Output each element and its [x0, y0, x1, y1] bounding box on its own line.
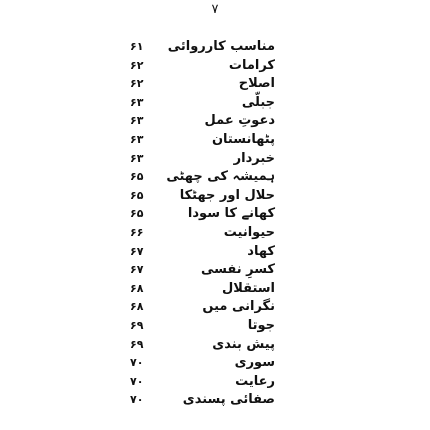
toc-page-number: ۷۰	[130, 393, 144, 407]
toc-entry	[130, 131, 275, 150]
toc-entry	[130, 373, 275, 392]
table-of-contents	[130, 38, 275, 410]
toc-page-number: ۶۳	[130, 114, 144, 128]
toc-title: مناسب کارروائی	[167, 39, 275, 54]
toc-entry	[130, 75, 275, 94]
toc-page-number: ۶۶	[130, 225, 144, 239]
toc-title: جوتا	[247, 317, 275, 333]
toc-entry	[130, 280, 275, 299]
toc-title: جبلّی	[241, 94, 275, 110]
toc-title: کرامات	[228, 57, 275, 73]
toc-entry	[130, 205, 275, 224]
toc-entry	[130, 336, 275, 355]
toc-entry	[130, 391, 275, 410]
toc-page-number: ۶۸	[130, 300, 144, 314]
toc-page-number: ۶۳	[130, 151, 144, 165]
toc-title: حلال اور جھٹکا	[179, 187, 275, 203]
toc-title: ہمیشہ کی چھٹی	[166, 169, 275, 185]
toc-entry	[130, 168, 275, 187]
toc-entry	[130, 57, 275, 76]
toc-page-number: ۶۵	[130, 207, 144, 221]
toc-page-number: ۶۵	[130, 188, 144, 202]
toc-page-number: ۶۷	[130, 244, 144, 258]
toc-entry	[130, 38, 275, 57]
toc-title: کھاد	[247, 243, 275, 259]
toc-entry	[130, 243, 275, 262]
toc-page-number: ۶۳	[130, 132, 144, 146]
toc-page-number: ۶۲	[130, 77, 144, 91]
toc-page-number: ۶۷	[130, 263, 144, 277]
toc-entry	[130, 261, 275, 280]
toc-title: دعوتِ عمل	[204, 113, 275, 129]
toc-page-number: ۶۵	[130, 170, 144, 184]
toc-title: اصلاح	[238, 76, 275, 92]
toc-page-number: ۷۰	[130, 374, 144, 388]
toc-entry	[130, 317, 275, 336]
page-number: ۷	[211, 2, 219, 17]
toc-entry	[130, 150, 275, 169]
toc-entry	[130, 354, 275, 373]
toc-title: صفائی پسندی	[182, 392, 275, 408]
toc-page-number: ۷۰	[130, 356, 144, 370]
toc-title: کسرِ نفسی	[200, 262, 275, 278]
toc-title: خبردار	[233, 150, 275, 166]
toc-title: نگرانی میں	[202, 299, 275, 315]
toc-entry	[130, 112, 275, 131]
toc-title: استقلال	[221, 280, 275, 296]
toc-page-number: ۶۸	[130, 281, 144, 295]
toc-entry	[130, 298, 275, 317]
toc-entry	[130, 187, 275, 206]
toc-title: پٹھانستان	[211, 131, 275, 147]
toc-entry	[130, 224, 275, 243]
toc-page-number: ۶۲	[130, 58, 144, 72]
toc-page-number: ۶۹	[130, 318, 144, 332]
toc-title: سوری	[234, 355, 275, 371]
toc-title: حیوانیت	[223, 224, 275, 240]
toc-page-number: ۶۹	[130, 337, 144, 351]
toc-title: کھانے کا سودا	[187, 206, 275, 222]
toc-title: پیش بندی	[212, 336, 275, 352]
toc-entry	[130, 94, 275, 113]
toc-title: رعایت	[235, 373, 275, 389]
toc-page-number: ۶۳	[130, 95, 144, 109]
toc-page-number: ۶۱	[130, 40, 144, 53]
